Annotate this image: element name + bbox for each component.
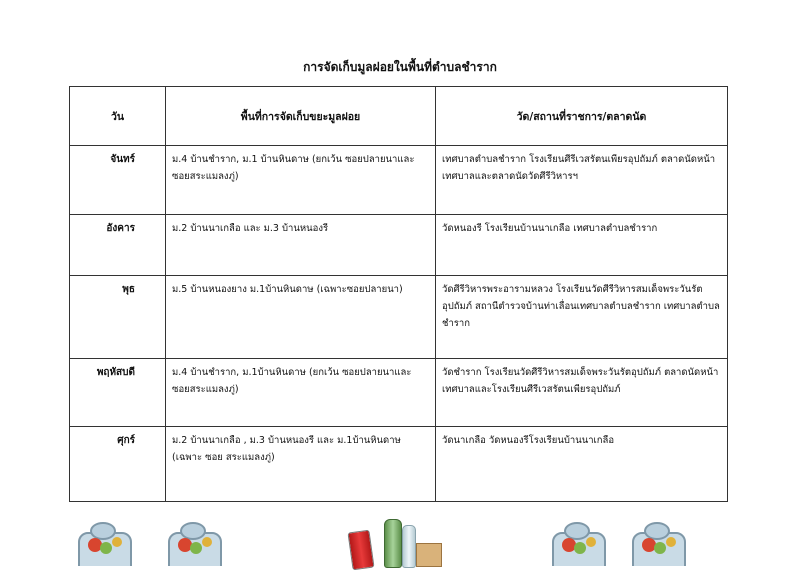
- garbage-bag-icon: [158, 520, 234, 566]
- can-icon: [347, 530, 374, 570]
- area-cell: ม.4 บ้านชำราก, ม.1บ้านหินดาษ (ยกเว้น ซอยปลายนาและซอยสระแมลงภู่): [166, 359, 436, 427]
- places-cell: เทศบาลตำบลชำราก โรงเรียนศีรีเวสรัตนเพียรอุปถัมภ์ ตลาดนัดหน้าเทศบาลและตลาดนัดวัดศีรีวิหารฯ: [436, 146, 728, 215]
- table-row: [70, 276, 728, 359]
- table-header-row: [70, 87, 728, 146]
- collection-schedule-table: [69, 86, 728, 502]
- area-cell: ม.2 บ้านนาเกลือ และ ม.3 บ้านหนองรี: [166, 215, 436, 276]
- table-row: [70, 215, 728, 276]
- day-cell: พฤหัสบดี: [70, 359, 166, 427]
- cardboard-box-icon: [416, 543, 442, 567]
- recyclables-icon: [346, 517, 442, 566]
- header-area: พื้นที่การจัดเก็บขยะมูลฝอย: [166, 87, 436, 146]
- green-bottle-icon: [384, 519, 402, 568]
- garbage-bag-icon: [622, 520, 698, 566]
- garbage-bag-icon: [68, 520, 144, 566]
- day-cell: จันทร์: [70, 146, 166, 215]
- header-day: วัน: [70, 87, 166, 146]
- garbage-bag-icon: [542, 520, 618, 566]
- clear-bottle-icon: [402, 525, 416, 568]
- header-places: วัด/สถานที่ราชการ/ตลาดนัด: [436, 87, 728, 146]
- day-cell: พุธ: [70, 276, 166, 359]
- places-cell: วัดหนองรี โรงเรียนบ้านนาเกลือ เทศบาลตำบลชำราก: [436, 215, 728, 276]
- area-cell: ม.5 บ้านหนองยาง ม.1บ้านหินดาษ (เฉพาะซอยปลายนา): [166, 276, 436, 359]
- table-row: [70, 427, 728, 502]
- document-title: การจัดเก็บมูลฝอยในพื้นที่ตำบลชำราก: [303, 60, 497, 74]
- places-cell: วัดศีรีวิหารพระอารามหลวง โรงเรียนวัดศีรีวิหารสมเด็จพระวันรัตอุปถัมภ์ สถานีตำรวจบ้านท่าเลื่อนเทศบาลตำบลชำราก เทศบาลตำบลชำราก: [436, 276, 728, 359]
- area-cell: ม.2 บ้านนาเกลือ , ม.3 บ้านหนองรี และ ม.1บ้านหินดาษ (เฉพาะ ซอย สระแมลงภู่): [166, 427, 436, 502]
- day-cell: ศุกร์: [70, 427, 166, 502]
- table-row: [70, 359, 728, 427]
- day-cell: อังคาร: [70, 215, 166, 276]
- table-row: [70, 146, 728, 215]
- places-cell: วัดนาเกลือ วัดหนองรีโรงเรียนบ้านนาเกลือ: [436, 427, 728, 502]
- area-cell: ม.4 บ้านชำราก, ม.1 บ้านหินดาษ (ยกเว้น ซอยปลายนาและซอยสระแมลงภู่): [166, 146, 436, 215]
- places-cell: วัดชำราก โรงเรียนวัดศีรีวิหารสมเด็จพระวันรัตอุปถัมภ์ ตลาดนัดหน้าเทศบาลและโรงเรียนศีรีเวสรัตนเพียรอุปถัมภ์: [436, 359, 728, 427]
